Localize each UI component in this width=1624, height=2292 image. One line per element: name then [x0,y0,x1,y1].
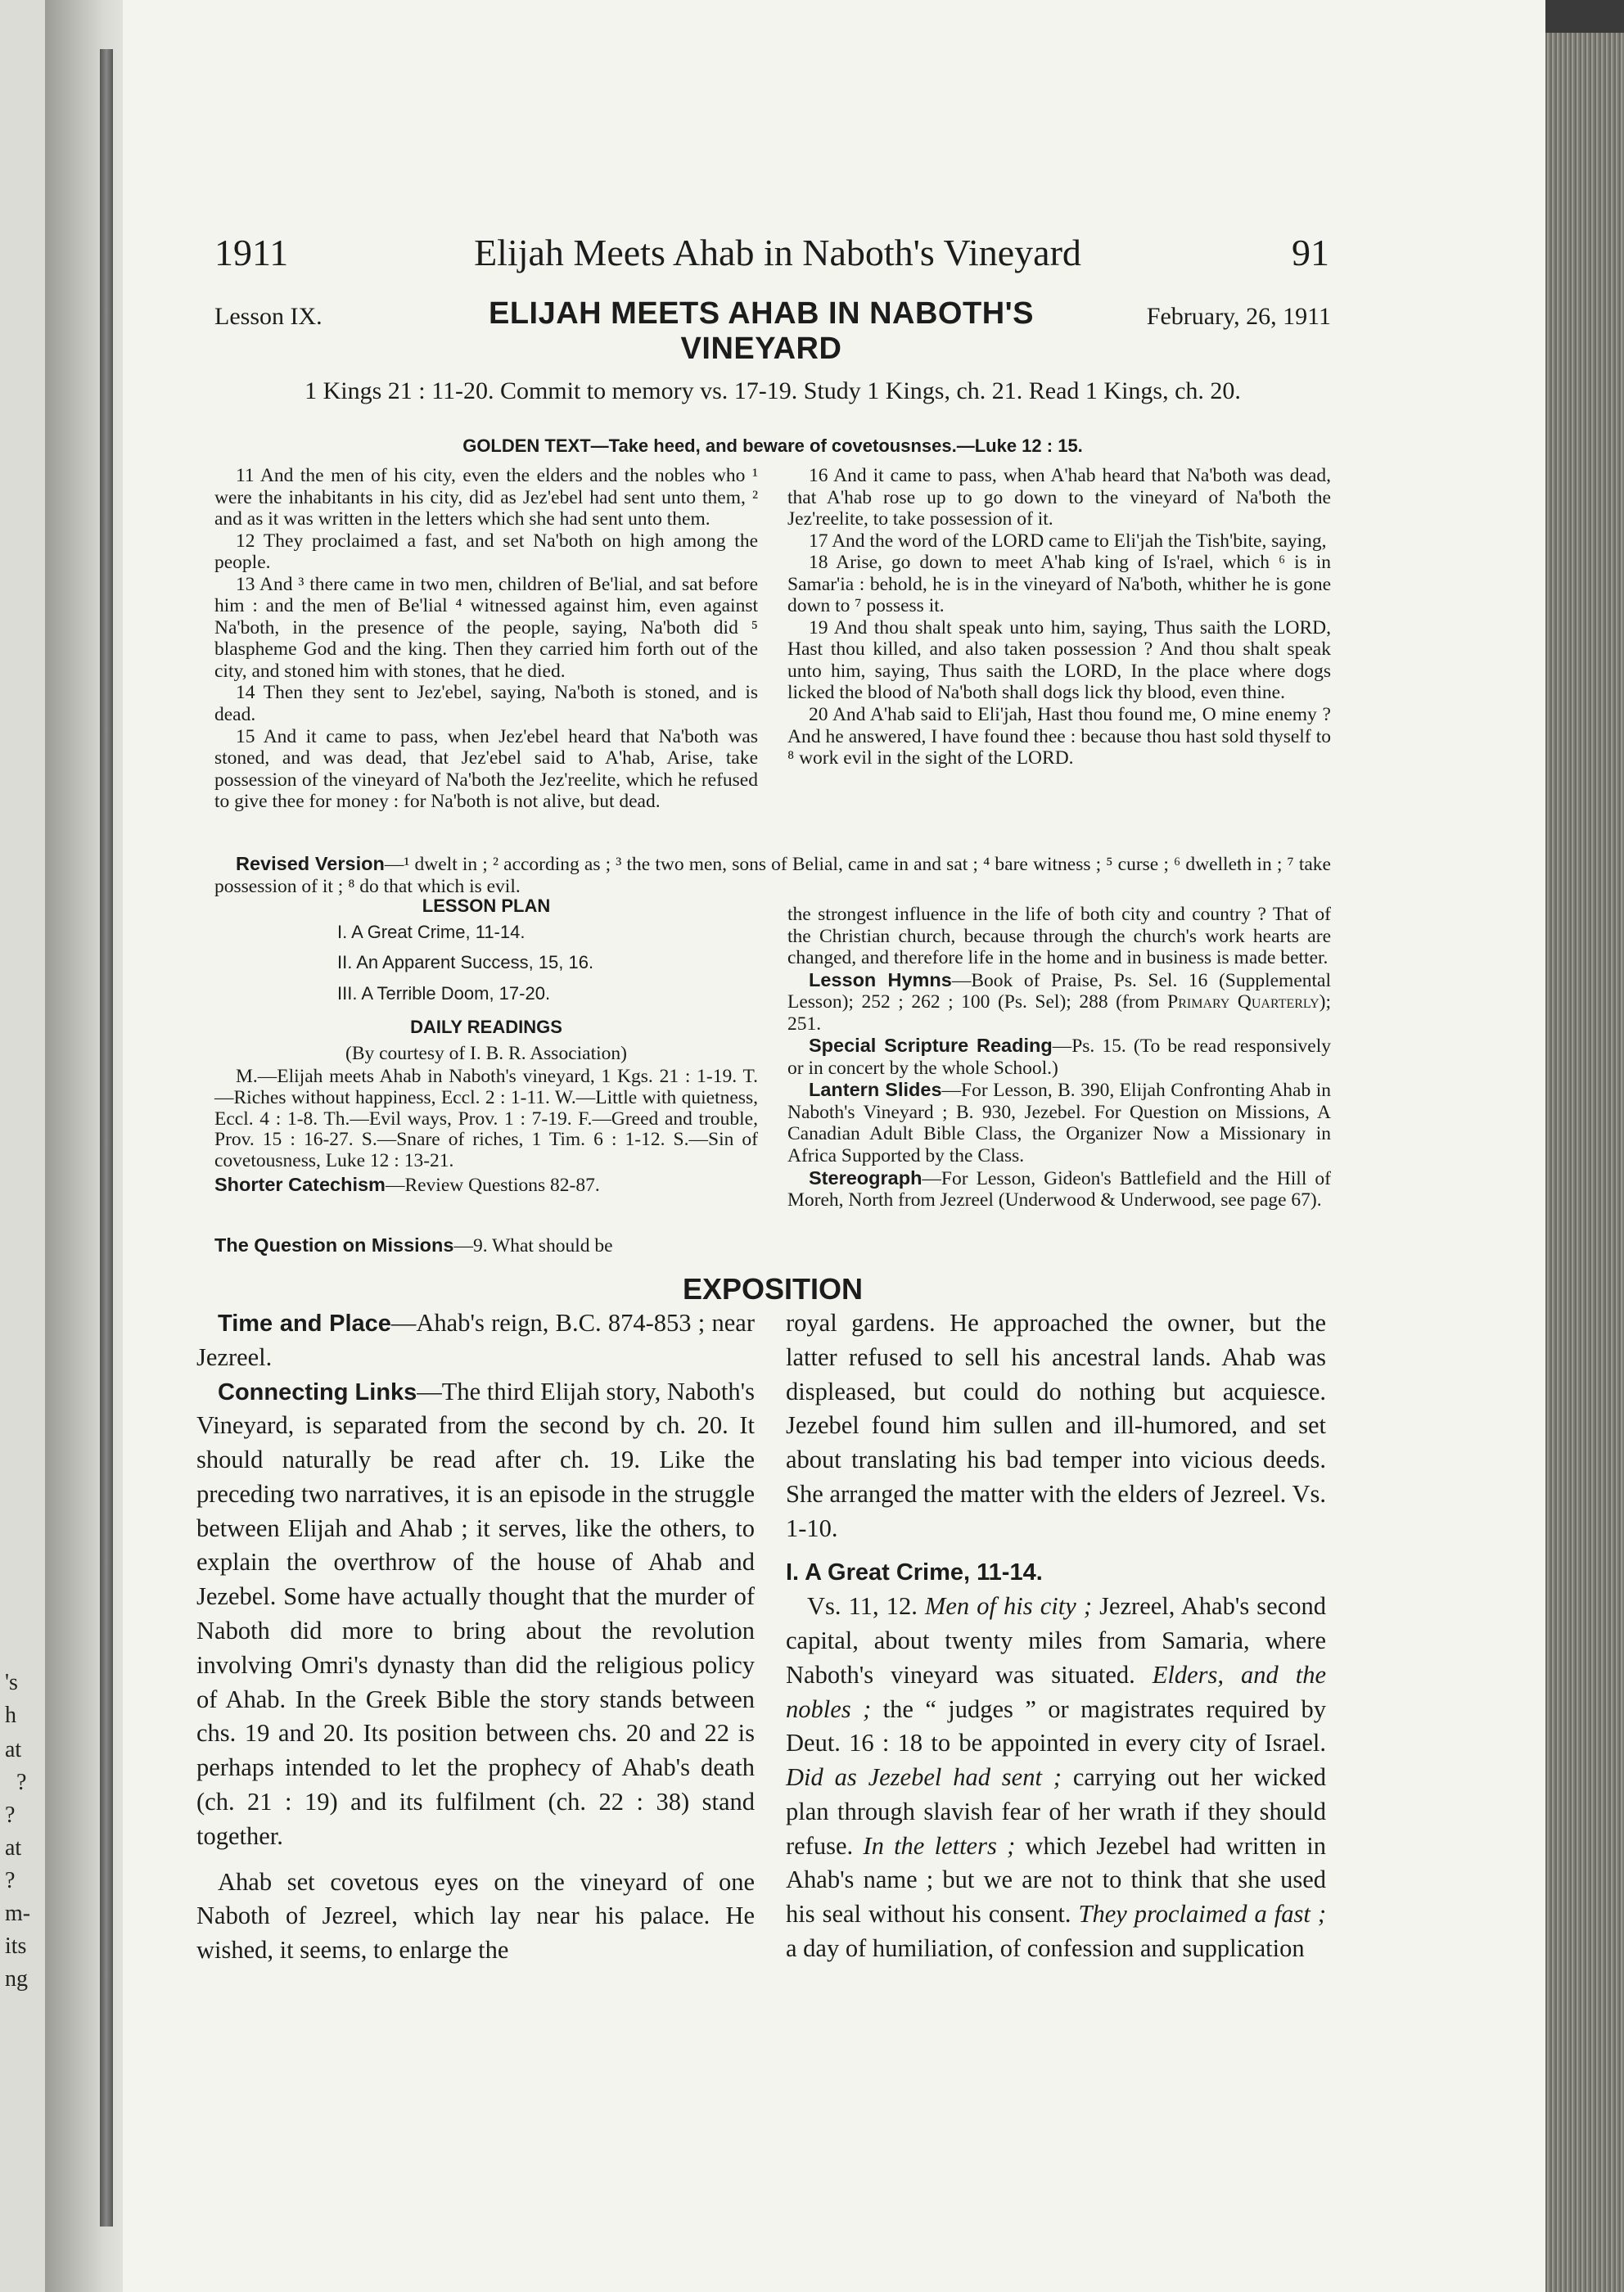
verse: 15 And it came to pass, when Jez'ebel heard that Na'both was stoned, and was dead, that Jez'ebel said to A'hab, Arise, take possession of the vineyard of Na'both the Jez'reelite, which he refused to give thee for money : for Na'both is not alive, but dead. [214,725,758,813]
lesson-plan-title: LESSON PLAN [422,896,551,916]
verse: 19 And thou shalt speak unto him, saying, Thus saith the LORD, Hast thou killed, and also taken possession ? And thou shalt speak unto him, saying, Thus saith the LORD, In the place where dogs licked the blood of Na'both shall dogs lick thy blood, even thine. [787,616,1331,704]
special-reading-text: —Ps. 15. (To be read responsively or in concert by the whole School.) [787,1035,1331,1079]
quoted-phrase: Did as Jezebel had sent ; [786,1763,1062,1792]
commentary: the “ judges ” or magistrates required by Deut. 16 : 18 to be appointed in every city of Israel. [786,1694,1326,1757]
verse: 11 And the men of his city, even the elders and the nobles who ¹ were the inhabitants in his city, did as Jez'ebel had sent unto them, ² and as it was written in the letters which she had sent unto them. [214,465,758,530]
lesson-title: ELIJAH MEETS AHAB IN NABOTH'S VINEYARD [488,296,1035,366]
exposition-section-text [786,1590,1326,1966]
verses-right-column [787,465,1331,769]
connecting-links-label: Connecting Links [218,1378,417,1405]
time-and-place [196,1306,755,1375]
time-and-place-label: Time and Place [218,1311,391,1337]
margin-fragment: h [5,1703,16,1728]
question-on-missions [787,904,1331,969]
exposition-title: EXPOSITION [682,1272,864,1306]
lesson-plan-item: I. A Great Crime, 11-14. [337,921,526,942]
daily-readings-courtesy: (By courtesy of I. B. R. Association) [345,1042,627,1064]
verse: 20 And A'hab said to Eli'jah, Hast thou found me, O mine enemy ? And he answered, I have found thee : because thou hast sold thyself to ⁸ work evil in the sight of the LORD. [787,704,1331,769]
stereograph-text: —For Lesson, Gideon's Battlefield and the Hill of Moreh, North from Jezreel (Underwood & Underwood, see page 67). [787,1167,1331,1211]
lesson-plan-item: II. An Apparent Success, 15, 16. [337,952,594,973]
margin-fragment: ? [5,1802,16,1828]
verse: 14 Then they sent to Jez'ebel, saying, Na'both is stoned, and is dead. [214,682,758,726]
margin-fragment: 's [5,1670,18,1695]
verse: 18 Arise, go down to meet A'hab king of Is'rael, which ⁶ is in Samar'ia : behold, he is in the vineyard of Na'both, whither he is gone down to ⁷ possess it. [787,552,1331,617]
lesson-hymns-text-end: ); 251. [787,991,1331,1035]
daily-readings-title: DAILY READINGS [410,1017,562,1038]
section-heading: I. A Great Crime, 11-14. [786,1559,1043,1586]
lesson-hymns-label: Lesson Hymns [809,968,952,990]
margin-fragment: at [5,1737,22,1762]
margin-fragment: ? [5,1868,16,1893]
margin-fragment: its [5,1933,27,1959]
revised-version-note [214,853,1331,897]
question-on-missions-label: The Question on Missions [214,1234,454,1256]
quoted-phrase: They proclaimed a fast ; [1078,1900,1326,1929]
margin-fragment: ng [5,1966,28,1992]
time-and-place-text: —Ahab's reign, B.C. 874-853 ; near Jezreel. [196,1309,755,1371]
lantern-slides [787,1079,1331,1166]
exposition-paragraph: royal gardens. He approached the owner, but the latter refused to sell his ancestral lands. Ahab was displeased, but could do nothing but acquiesce. Jezebel found him sullen and ill-humored, and set about translating his bad temper into vicious deeds. She arranged the matter with the elders of Jezreel. Vs. 1-10. [786,1309,1326,1542]
header-year: 1911 [214,232,289,273]
binding-shadow [100,49,113,2227]
lesson-plan-item: III. A Terrible Doom, 17-20. [337,982,551,1004]
primary-quarterly: Primary Quarterly [1167,991,1320,1013]
verse: 17 And the word of the LORD came to Eli'jah the Tish'bite, saying, [809,530,1327,552]
scripture-reference: 1 Kings 21 : 11-20. Commit to memory vs. 17-19. Study 1 Kings, ch. 21. Read 1 Kings, ch. 20. [304,377,1241,404]
revised-version-text: —¹ dwelt in ; ² according as ; ³ the two men, sons of Belial, came in and sat ; ⁴ bare witness ; ⁵ curse ; ⁶ dwelleth in ; ⁷ take possession of it ; ⁸ do that which is evil. [214,854,1331,897]
verse: 16 And it came to pass, when A'hab heard that Na'both was dead, that A'hab rose up to go down to the vineyard of Na'both the Jez'reelite, to take possession of it. [787,465,1331,530]
page-stack-edge [1545,33,1624,2292]
exposition-paragraph: Ahab set covetous eyes on the vineyard of one Naboth of Jezreel, which lay near his palace. He wished, it seems, to enlarge the [196,1867,755,1965]
margin-fragment: ? [16,1770,27,1795]
question-on-missions-text: the strongest influence in the life of both city and country ? That of the Christian church, because through the church's work hearts are changed, and therefore life in the home and in business is made better. [787,904,1331,969]
margin-fragment: m- [5,1901,31,1926]
special-scripture-reading [787,1035,1331,1079]
question-on-missions-lead: The Question on Missions—9. What should be [214,1234,613,1257]
lantern-slides-text: —For Lesson, B. 390, Elijah Confronting Ahab in Naboth's Vineyard ; B. 930, Jezebel. For Question on Missions, A Canadian Adult Bible Class, the Organizer Now a Missionary in Africa Supported by the Class. [787,1080,1331,1167]
shorter-catechism-text: —Review Questions 82-87. [385,1175,600,1197]
margin-fragment: at [5,1835,22,1861]
stereograph-label: Stereograph [809,1166,923,1189]
verse: 12 They proclaimed a fast, and set Na'both on high among the people. [214,530,758,574]
lesson-hymns-text: —Book of Praise, Ps. Sel. 16 (Supplemental Lesson); 252 ; 262 ; 100 (Ps. Sel); 288 (from [787,969,1331,1013]
quoted-phrase: In the letters ; [863,1831,1016,1860]
verse-ref: Vs. 11, 12. [807,1592,925,1621]
lantern-slides-label: Lantern Slides [809,1079,942,1101]
lesson-plan-column [214,894,758,1197]
verse: 13 And ³ there came in two men, children of Be'lial, and sat before him : and the men of Be'lial ⁴ witnessed against him, even against Na'both, in the presence of the people, saying, Na'both did ⁵ blaspheme God and the king. Then they carried him forth out of the city, and stoned him with stones, that he died. [214,573,758,682]
shorter-catechism-label: Shorter Catechism [214,1174,386,1196]
revised-version-label: Revised Version [236,853,385,874]
page-number: 91 [1292,232,1329,273]
special-reading-label: Special Scripture Reading [809,1035,1053,1057]
commentary: Jezreel, Ahab's second capital, about twenty miles from Samaria, where Naboth's vineyard was situated. [786,1592,1326,1689]
lesson-aids-column [787,904,1331,1211]
connecting-links-text: —The third Elijah story, Naboth's Vineyard, is separated from the second by ch. 20. It should naturally be read after ch. 19. Like the preceding two narratives, it is an episode in the struggle between Elijah and Ahab ; it serves, like the others, to explain the overthrow of the house of Ahab and Jezebel. Some have actually thought that the murder of Naboth did more to bring about the revolution involving Omri's dynasty than did the religious policy of Ahab. In the Greek Bible the story stands between chs. 19 and 20. Its position between chs. 20 and 22 is perhaps intended to let the prophecy of Ahab's death (ch. 21 : 19) and its fulfilment (ch. 22 : 38) stand together. [196,1377,755,1850]
commentary: a day of humiliation, of confession and supplication [786,1934,1305,1962]
stereograph [787,1167,1331,1211]
connecting-links [196,1375,755,1854]
exposition-left-column [196,1306,755,1968]
verses-left-column [214,465,758,813]
lesson-date: February, 26, 1911 [1146,303,1331,330]
quoted-phrase: Men of his city ; [924,1592,1092,1621]
lesson-number: Lesson IX. [214,303,323,330]
quoted-phrase: Elders, and the nobles ; [786,1660,1326,1723]
shorter-catechism [214,1174,758,1197]
commentary: which Jezebel had written in Ahab's name ; but we are not to think that she used his seal without his consent. [786,1831,1327,1929]
golden-text: GOLDEN TEXT—Take heed, and beware of covetousnses.—Luke 12 : 15. [462,435,1083,456]
running-title: Elijah Meets Ahab in Naboth's Vineyard [474,232,1081,273]
exposition-right-column [786,1306,1326,1966]
lesson-hymns [787,969,1331,1035]
daily-readings-text: M.—Elijah meets Ahab in Naboth's vineyard, 1 Kgs. 21 : 1-19. T.—Riches without happiness, Eccl. 2 : 1-11. W.—Little with quietness, Eccl. 4 : 1-8. Th.—Evil ways, Prov. 1 : 7-19. F.—Greed and trouble, Prov. 15 : 16-27. S.—Snare of riches, 1 Tim. 6 : 1-12. S.—Sin of covetousness, Luke 12 : 13-21. [214,1065,758,1172]
previous-page-edge [0,0,45,2292]
commentary: carrying out her wicked plan through slavish fear of her wrath if they should refuse. [786,1763,1326,1860]
